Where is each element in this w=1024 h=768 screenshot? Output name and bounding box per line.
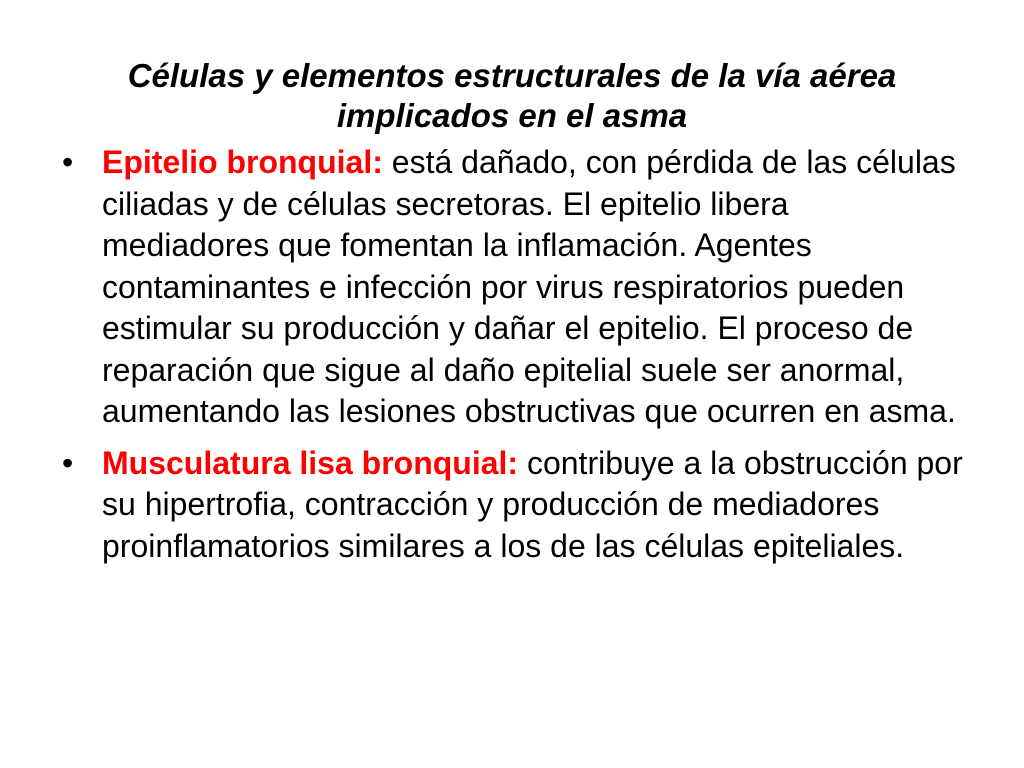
bullet-list xyxy=(60,142,964,567)
bullet-text: está dañado, con pérdida de las células ciliadas y de células secretoras. El epitelio libera mediadores que fomentan la inflamación. Agentes contaminantes e infección por virus respiratorios pueden estimular su producción y dañar el epitelio. El proceso de reparación que sigue al daño epitelial suele ser anormal, aumentando las lesiones obstructivas que ocurren en asma. xyxy=(102,144,956,429)
bullet-icon: • xyxy=(62,144,74,180)
slide-title: Células y elementos estructurales de la vía aérea implicados en el asma xyxy=(127,57,897,134)
bullet-item-musculatura xyxy=(60,443,964,568)
bullet-term: Epitelio bronquial: xyxy=(102,144,383,180)
bullet-item-epitelio xyxy=(60,142,964,433)
bullet-term: Musculatura lisa bronquial: xyxy=(102,444,519,481)
bullet-text: contribuye a la obstrucción por su hipertrofia, contracción y producción de mediadores proinflamatorios similares a los de las células epiteliales. xyxy=(102,444,963,564)
bullet-icon: • xyxy=(62,444,74,481)
